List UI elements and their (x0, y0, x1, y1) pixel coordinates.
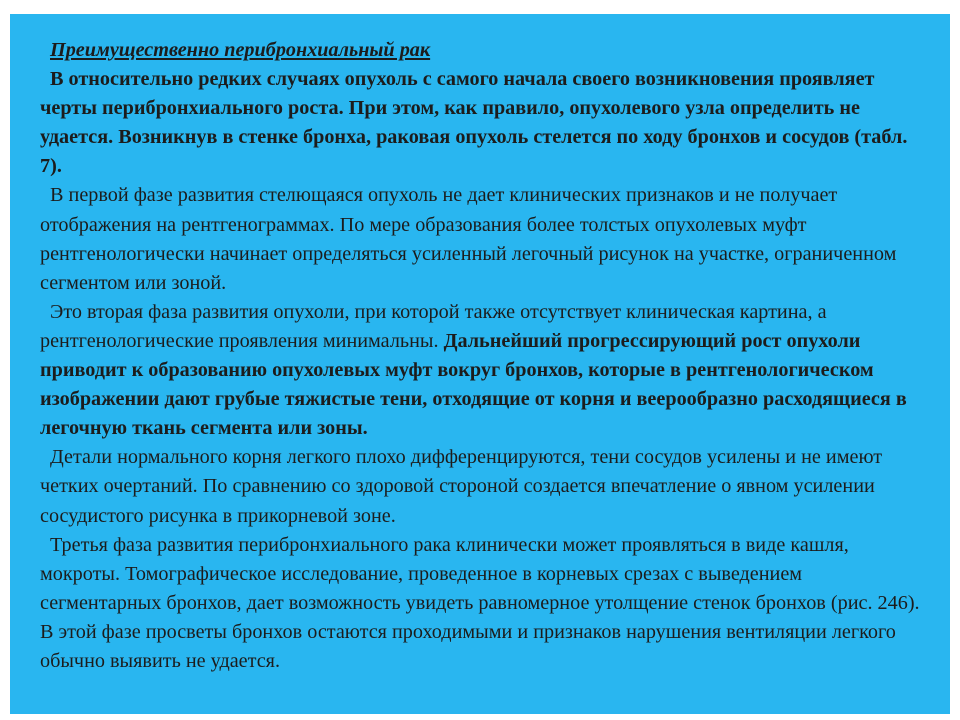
paragraph-5-text: Третья фаза развития перибронхиального рака клинически может проявляться в виде кашля, мокроты. Томографическое исследование, проведенное в корневых срезах с выведением сегментарных бронхов, дает возможность увидеть равномерное утолщение стенок бронхов (рис. 246). В этой фазе просветы бронхов остаются проходимыми и признаков нарушения вентиляции легкого обычно выявить не удается. (40, 533, 920, 672)
paragraph-5 (40, 531, 920, 676)
paragraph-1-bold-text: В относительно редких случаях опухоль с самого начала своего возникновения проявляет черты перибронхиального роста. При этом, как правило, опухолевого узла определить не удается. Возникнув в стенке бронха, раковая опухоль стелется по ходу бронхов и сосудов (табл. 7). (40, 68, 908, 178)
paragraph-4-text: Детали нормального корня легкого плохо дифференцируются, тени сосудов усилены и не имеют четких очертаний. По сравнению со здоровой стороной создается впечатление о явном усилении сосудистого рисунка в прикорневой зоне. (40, 446, 883, 527)
paragraph-3 (40, 298, 920, 443)
slide-title: Преимущественно перибронхиальный рак (50, 39, 431, 61)
paragraph-3-bold-text: Дальнейший прогрессирующий рост опухоли приводит к образованию опухолевых муфт вокруг бронхов, которые в рентгенологическом изображении дают грубые тяжистые тени, отходящие от корня и веерообразно расходящиеся в легочную ткань сегмента или зоны. (40, 329, 907, 440)
paragraph-1 (40, 65, 920, 181)
paragraph-3-text: Это вторая фаза развития опухоли, при которой также отсутствует клиническая картина, а рентгенологические проявления минимальны. (40, 300, 827, 352)
slide-background (10, 14, 950, 714)
paragraph-4 (40, 443, 920, 530)
paragraph-2-text: В первой фазе развития стелющаяся опухоль не дает клинических признаков и не получает отображения на рентгенограммах. По мере образования более толстых опухолевых муфт рентгенологически начинает определяться усиленный легочный рисунок на участке, ограниченном сегментом или зоной. (40, 184, 897, 294)
text-block (40, 36, 920, 676)
paragraph-2 (40, 181, 920, 297)
